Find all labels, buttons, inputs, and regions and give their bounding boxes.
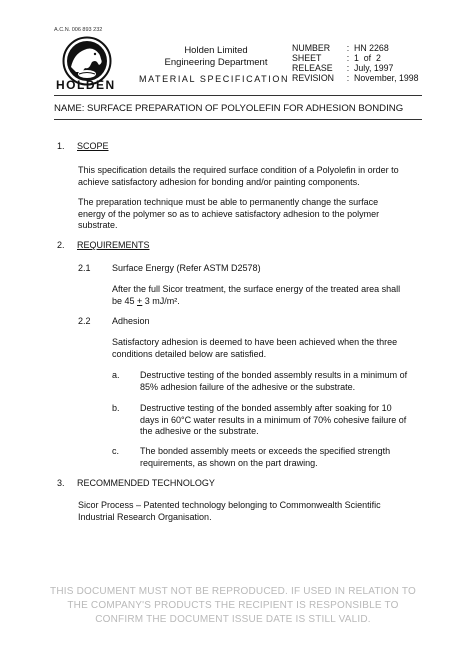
surface-energy-paragraph: After the full Sicor treatment, the surface energy of the treated area shall be 45 + 3 mJ/m².	[112, 284, 401, 306]
section-number: 2.	[57, 240, 65, 250]
meta-value: 1 of 2	[354, 53, 381, 63]
meta-key: RELEASE	[292, 63, 333, 73]
meta-key: NUMBER	[292, 43, 331, 53]
meta-row-revision: REVISION : November, 1998	[292, 73, 419, 83]
section-heading-technology: RECOMMENDED TECHNOLOGY	[77, 478, 215, 488]
list-item-label: c.	[112, 446, 120, 456]
document-type: MATERIAL SPECIFICATION	[139, 74, 290, 84]
brand-wordmark: HOLDEN	[56, 78, 116, 92]
list-item-label: a.	[112, 370, 120, 380]
list-item: Destructive testing of the bonded assembly after soaking for 10 days in 60°C water results in a minimum of 70% cohesive failure of the adhesive or the substrate.	[140, 403, 407, 436]
section-number: 1.	[57, 141, 65, 151]
scope-paragraph-2: The preparation technique must be able to permanently change the surface energy of the polymer so as to achieve satisfactory adhesion to the polymer substrate.	[78, 197, 380, 230]
company-name: Holden Limited	[184, 45, 248, 56]
subsection-number: 2.1	[78, 263, 91, 273]
section-heading-requirements: REQUIREMENTS	[77, 240, 150, 250]
subsection-title-surface-energy: Surface Energy (Refer ASTM D2578)	[112, 263, 261, 273]
reproduction-notice: THIS DOCUMENT MUST NOT BE REPRODUCED. IF USED IN RELATION TO THE COMPANY'S PRODUCTS THE RECIPIENT IS RESPONSIBLE TO CONFIRM THE DOCUMENT ISSUE DATE IS STILL VALID.	[50, 586, 416, 625]
technology-paragraph: Sicor Process – Patented technology belonging to Commonwealth Scientific Industrial Research Organisation.	[78, 500, 381, 522]
subsection-title-adhesion: Adhesion	[112, 316, 150, 326]
document-meta-table	[292, 43, 419, 83]
meta-key: SHEET	[292, 53, 322, 63]
meta-value: HN 2268	[354, 43, 389, 53]
scope-paragraph-1: This specification details the required surface condition of a Polyolefin in order to achieve satisfactory adhesion for bonding and/or painting components.	[78, 165, 399, 187]
list-item: Destructive testing of the bonded assembly results in a minimum of 85% adhesion failure of the adhesive or the substrate.	[140, 370, 408, 392]
header-divider	[54, 95, 422, 96]
company-block	[160, 45, 272, 69]
meta-key: REVISION	[292, 73, 335, 83]
meta-value: November, 1998	[354, 73, 419, 83]
subsection-number: 2.2	[78, 316, 91, 326]
acn-number: A.C.N. 006 893 232	[54, 27, 103, 33]
meta-row-release: RELEASE : July, 1997	[292, 63, 394, 73]
document-title: NAME: SURFACE PREPARATION OF POLYOLEFIN FOR ADHESION BONDING	[54, 103, 404, 114]
adhesion-paragraph: Satisfactory adhesion is deemed to have been achieved when the three conditions detailed below are satisfied.	[112, 337, 398, 359]
list-item: The bonded assembly meets or exceeds the specified strength requirements, as shown on the part drawing.	[140, 446, 391, 468]
section-number: 3.	[57, 478, 65, 488]
list-item-label: b.	[112, 403, 120, 413]
meta-row-sheet: SHEET : 1 of 2	[292, 53, 381, 63]
section-heading-scope: SCOPE	[77, 141, 109, 151]
title-divider	[54, 119, 422, 120]
meta-value: July, 1997	[354, 63, 394, 73]
meta-row-number: NUMBER : HN 2268	[292, 43, 389, 53]
department-name: Engineering Department	[164, 57, 268, 68]
